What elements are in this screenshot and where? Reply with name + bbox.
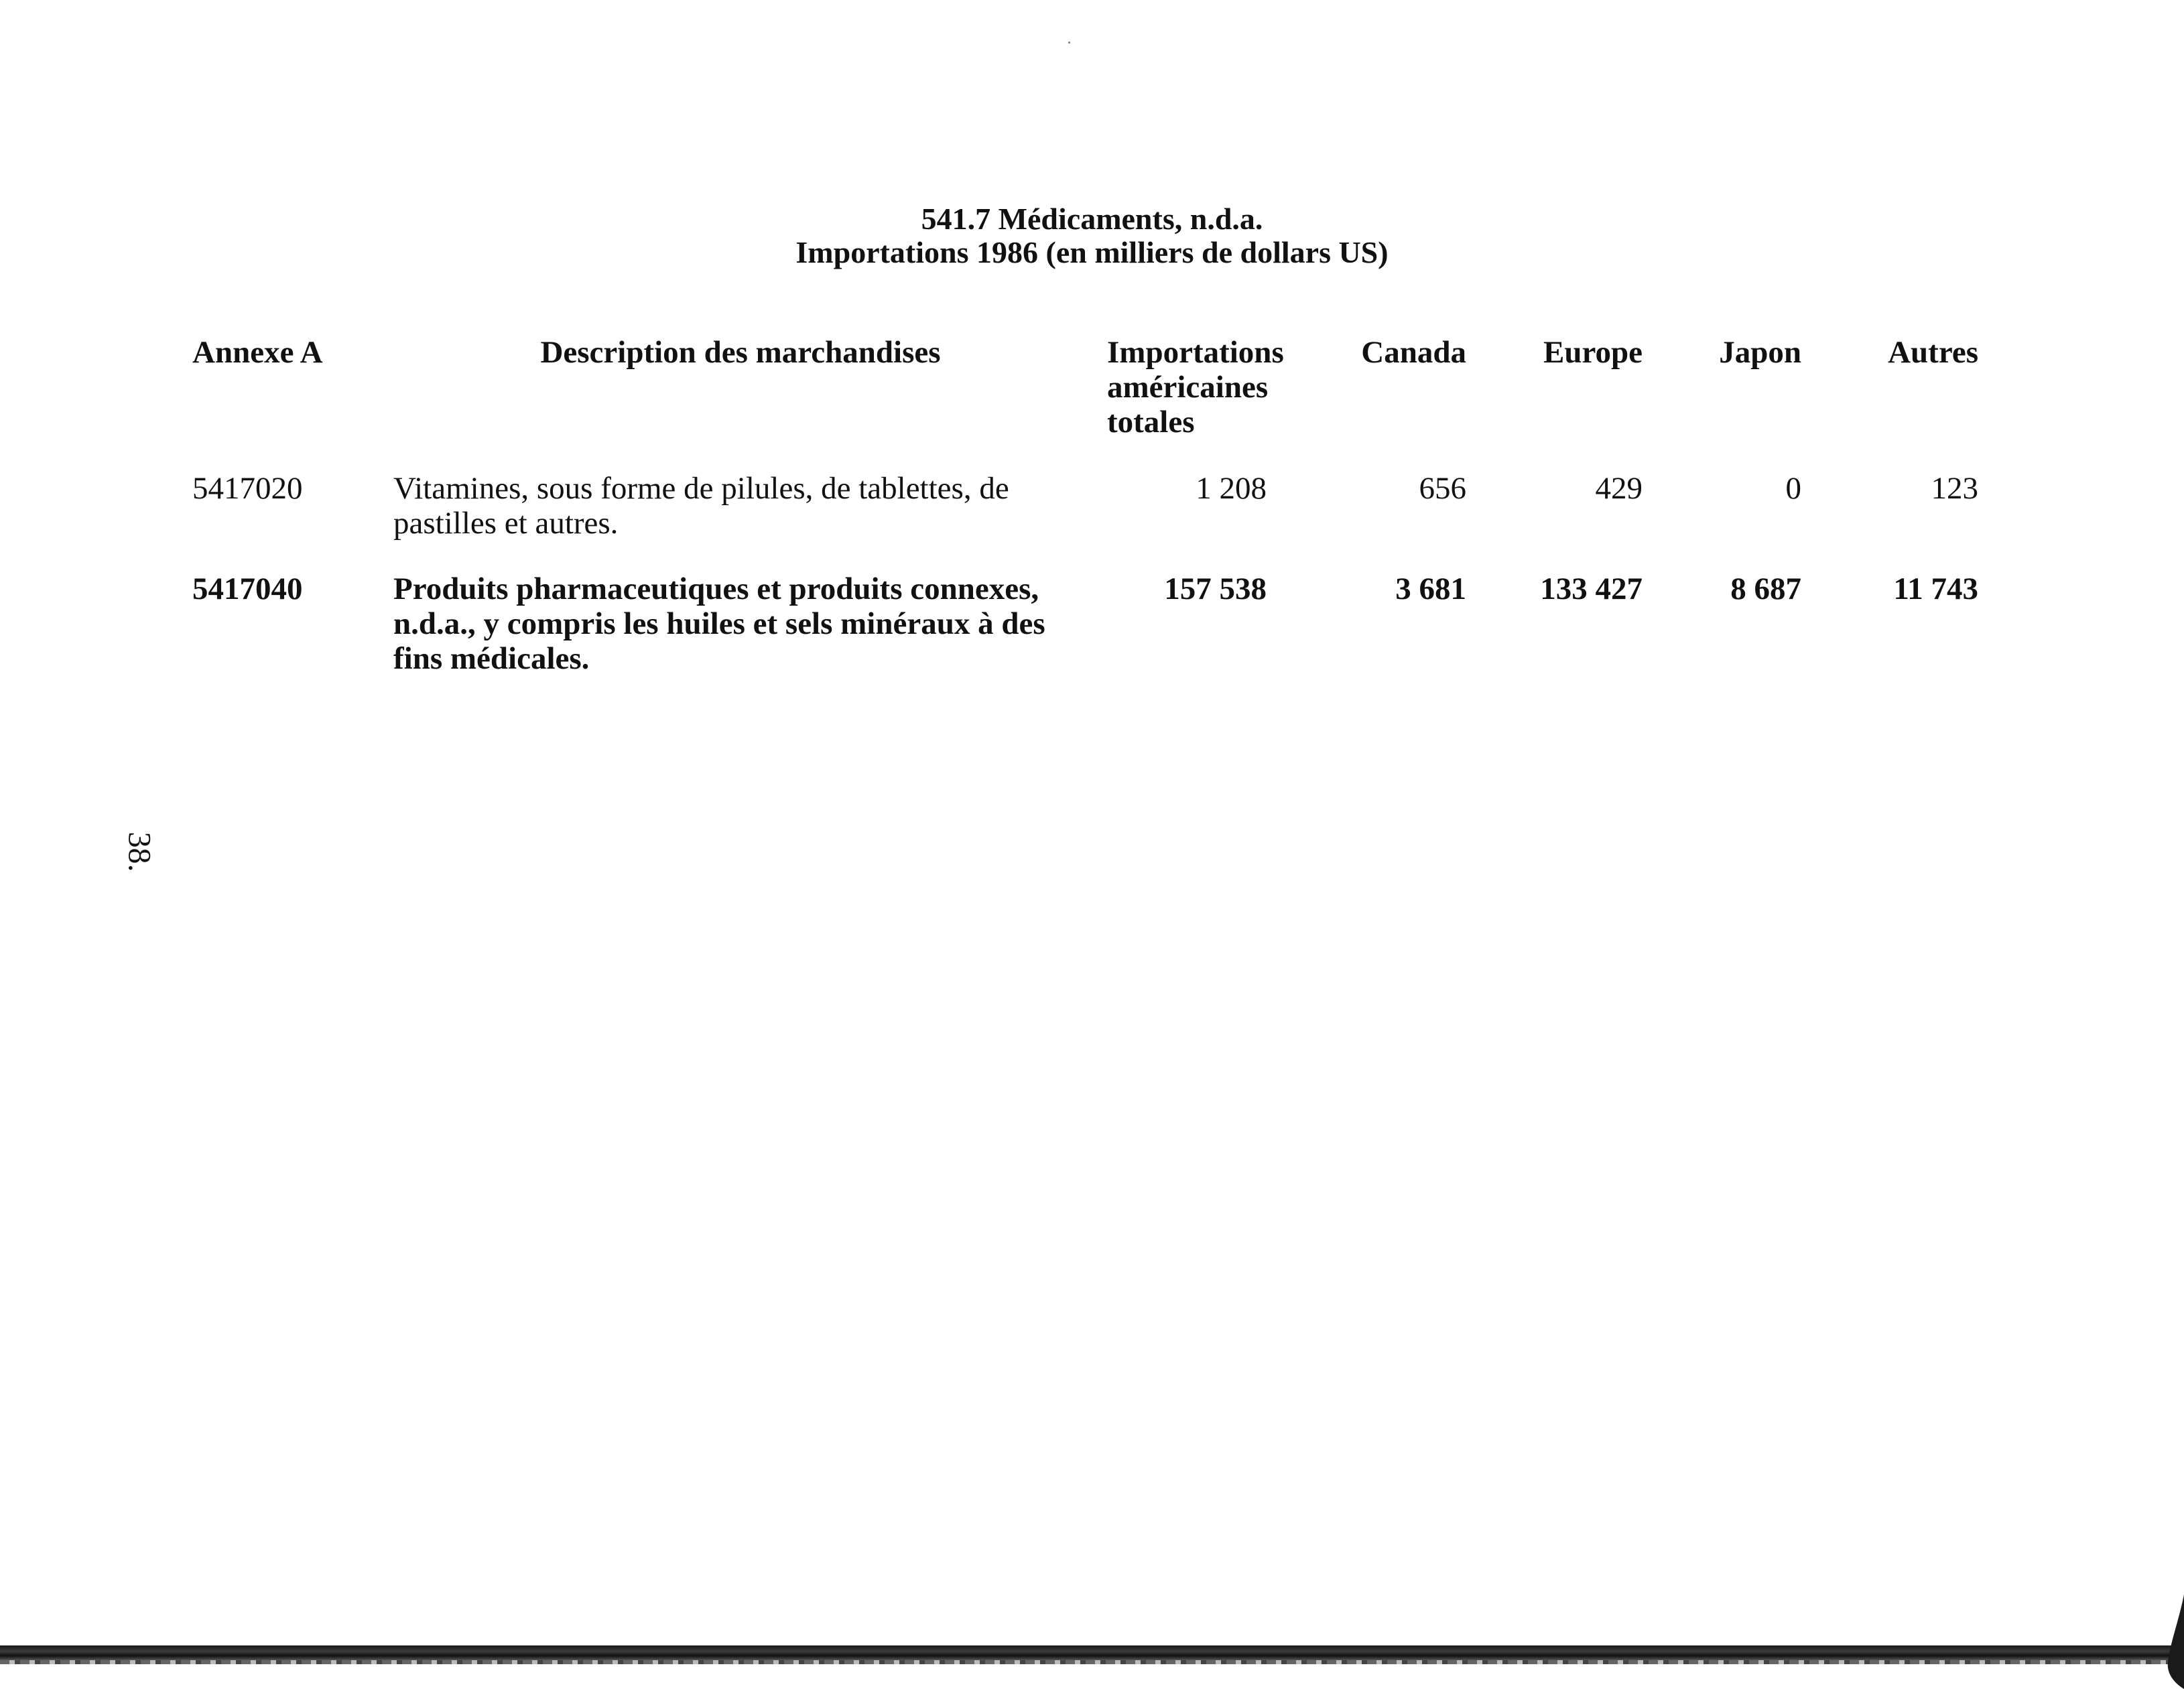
page-number: 38.	[121, 831, 157, 872]
cell-description: Vitamines, sous forme de pilules, de tablettes, de pastilles et autres.	[393, 471, 1009, 541]
scan-speck	[1068, 42, 1070, 44]
header-japon: Japon	[1719, 335, 1801, 370]
cell-autres: 11 743	[1893, 571, 1978, 606]
page-subtitle: Importations 1986 (en milliers de dollars US)	[795, 235, 1389, 269]
header-description: Description des marchandises	[540, 335, 941, 370]
page-title: 541.7 Médicaments, n.d.a.	[921, 202, 1263, 236]
cell-japon: 8 687	[1730, 571, 1801, 606]
header-importations: Importations américaines totales	[1107, 335, 1284, 440]
header-autres: Autres	[1888, 335, 1978, 370]
page-corner-curl	[2164, 1595, 2184, 1689]
header-europe: Europe	[1543, 335, 1643, 370]
cell-europe: 133 427	[1540, 571, 1643, 606]
cell-canada: 656	[1419, 471, 1466, 506]
cell-annexe: 5417040	[192, 571, 303, 606]
cell-autres: 123	[1931, 471, 1978, 506]
cell-importations: 157 538	[1164, 571, 1267, 606]
cell-importations: 1 208	[1196, 471, 1267, 506]
header-annexe: Annexe A	[192, 335, 323, 370]
bottom-scan-edge	[0, 1660, 2184, 1664]
cell-description: Produits pharmaceutiques et produits connexes, n.d.a., y compris les huiles et sels minéraux à des fins médicales.	[393, 571, 1045, 676]
cell-canada: 3 681	[1395, 571, 1466, 606]
cell-japon: 0	[1785, 471, 1801, 506]
header-canada: Canada	[1361, 335, 1466, 370]
cell-annexe: 5417020	[192, 471, 303, 506]
cell-europe: 429	[1595, 471, 1643, 506]
bottom-scan-border	[0, 1645, 2184, 1660]
